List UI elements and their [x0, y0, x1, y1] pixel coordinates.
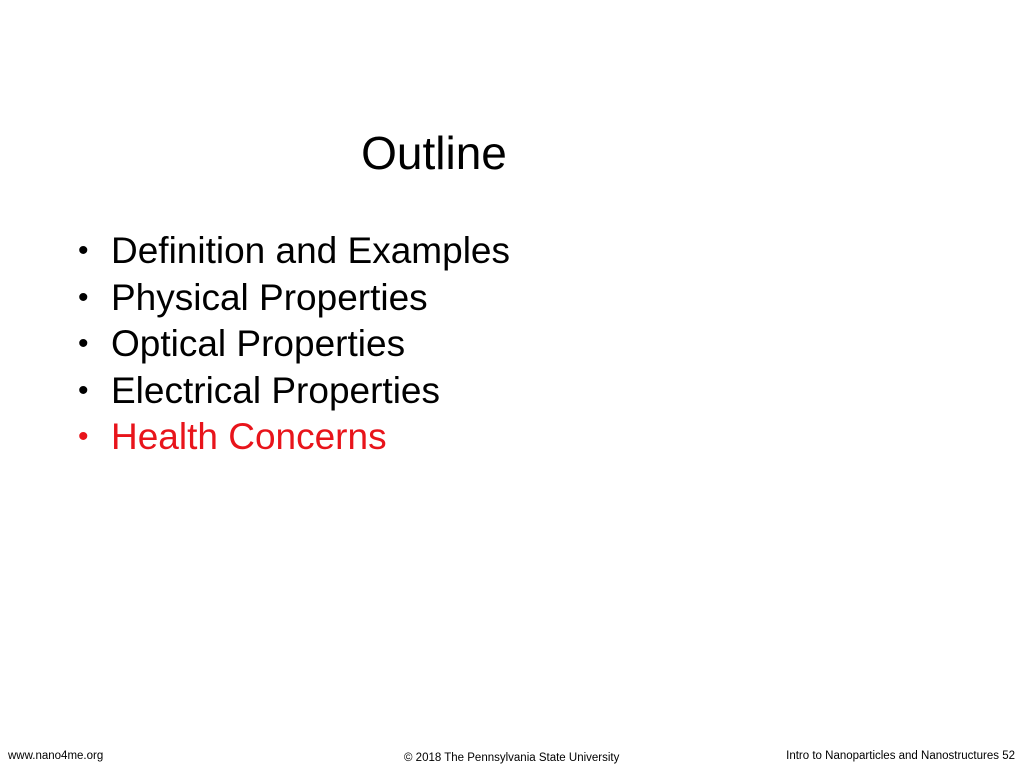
footer-copyright: © 2018 The Pennsylvania State University — [404, 752, 620, 764]
footer-website: www.nano4me.org — [8, 750, 104, 762]
bullet-icon: • — [78, 373, 89, 407]
outline-item-label: Definition and Examples — [111, 230, 510, 271]
outline-item-optical — [78, 321, 510, 368]
outline-item-physical — [78, 275, 510, 322]
footer-course-page: Intro to Nanoparticles and Nanostructures 52 — [786, 750, 1015, 762]
outline-item-label: Electrical Properties — [111, 369, 441, 411]
bullet-icon: • — [78, 327, 89, 360]
bullet-icon: • — [78, 234, 89, 267]
outline-item-electrical — [78, 368, 510, 415]
slide-title: Outline — [361, 127, 507, 179]
outline-item-health — [78, 414, 510, 461]
outline-item-label: Health Concerns — [111, 416, 387, 457]
outline-list — [78, 228, 510, 461]
outline-item-label: Physical Properties — [111, 276, 428, 318]
outline-item-label: Optical Properties — [111, 323, 406, 364]
bullet-icon: • — [78, 280, 89, 314]
outline-item-definition — [78, 228, 510, 275]
bullet-icon: • — [78, 420, 89, 453]
